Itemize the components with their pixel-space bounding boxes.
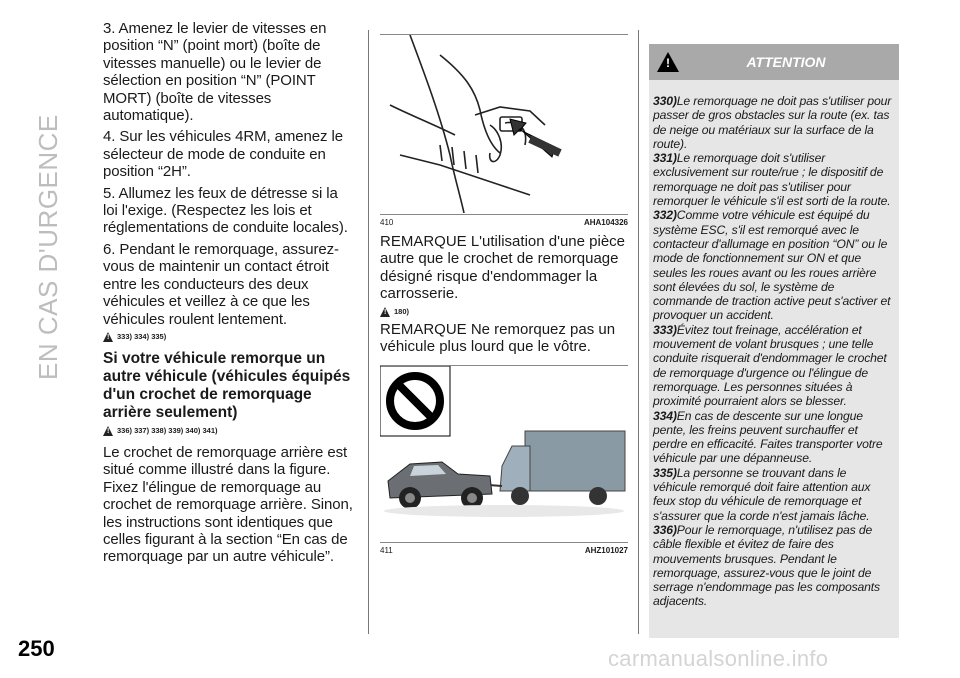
figure-caption <box>380 543 628 557</box>
attention-item <box>653 151 893 208</box>
attention-box <box>649 44 899 638</box>
remarque-text: REMARQUE Ne remorquez pas un véhicule plus lourd que le vôtre. <box>380 320 616 356</box>
attention-body <box>649 80 899 638</box>
column-left <box>103 20 355 570</box>
attention-item <box>653 523 893 609</box>
item-number: 334) <box>653 408 677 423</box>
warning-icon: ! <box>103 426 113 436</box>
attention-item <box>653 94 893 151</box>
item-text: Comme votre véhicule est équipé du système ESC, s'il est remorqué avec le contacteur d'allumage en position “ON” ou le mode de fonctionnement sur ON et que seules les roues avant ou les roues arrière sont élevées du sol, le système de commande de traction active peut s'activer et provoquer un accident. <box>653 208 891 323</box>
section-heading: Si votre véhicule remorque un autre véhicule (véhicules équipés d'un crochet de remorquage arrière seulement) <box>103 349 351 421</box>
tow-hook-illustration <box>380 35 628 213</box>
warning-ref-numbers: 333) 334) 335) <box>117 332 167 342</box>
item-text: Le remorquage ne doit pas s'utiliser pour passer de gros obstacles sur la route (ex. tas de neige ou matériaux sur la surface de la route). <box>653 94 892 151</box>
step-4-text: 4. Sur les véhicules 4RM, amenez le sélecteur de mode de conduite en position “2H”. <box>103 128 343 181</box>
attention-item <box>653 409 893 466</box>
attention-item <box>653 323 893 409</box>
warning-ref-numbers: 336) 337) 338) 339) 340) 341) <box>117 426 218 436</box>
warning-reference <box>103 426 355 436</box>
attention-header <box>649 44 899 80</box>
remarque-text: REMARQUE L'utilisation d'une pièce autre que le crochet de remorquage désigné risque d'endommager la carrosserie. <box>380 233 626 303</box>
item-text: Évitez tout freinage, accélération et mouvement de volant brusques ; une telle conduite risquerait d'endommager le crochet de remorquage d'urgence ou l'élingue de remorquage. Les personnes situées à proximité pourraient alors se blesser. <box>653 322 887 409</box>
towing-prohibited-illustration <box>380 366 628 541</box>
step-3-text: 3. Amenez le levier de vitesses en position “N” (point mort) (boîte de vitesses manuelle) ou le levier de sélection en position “N” (POINT MORT) (boîte de vitesses automatique). <box>103 20 327 125</box>
column-middle <box>380 34 628 557</box>
item-text: Le remorquage doit s'utiliser exclusivement sur route/rue ; le dispositif de remorquage ne doit pas s'utiliser pour remorquer le véhicule s'il est sorti de la route. <box>653 151 891 209</box>
warning-ref-numbers: 180) <box>394 307 410 317</box>
attention-item <box>653 208 893 322</box>
figure-code: AHZ101027 <box>584 545 628 555</box>
warning-reference <box>380 307 628 317</box>
figure-tow-hook <box>380 34 628 229</box>
item-number: 336) <box>653 522 677 537</box>
watermark: carmanualsonline.info <box>608 646 829 671</box>
item-text: En cas de descente sur une longue pente, les freins peuvent surchauffer et perdre en efficacité. Faites transporter votre véhicule par une dépanneuse. <box>653 408 883 466</box>
item-number: 335) <box>653 465 677 480</box>
column-divider <box>638 30 639 634</box>
warning-icon: ! <box>380 307 390 317</box>
warning-icon: ! <box>657 52 679 72</box>
figure-number: 411 <box>380 545 393 555</box>
figure-code: AHA104326 <box>583 217 628 227</box>
warning-icon: ! <box>103 332 113 342</box>
column-divider <box>368 30 369 634</box>
item-number: 330) <box>653 94 677 108</box>
item-text: La personne se trouvant dans le véhicule remorqué doit faire attention aux feux stop du véhicule de remorquage et s'assurer que la corde n'est jamais lâche. <box>653 465 871 523</box>
body-text: Le crochet de remorquage arrière est situé comme illustré dans la figure. Fixez l'élingue de remorquage au crochet de remorquage arrière. Sinon, les instructions sont identiques que celles figurant à la section “En cas de remorquage par un autre véhicule”. <box>103 443 353 566</box>
item-text: Pour le remorquage, n'utilisez pas de câble flexible et évitez de faire des mouvements brusques. Pendant le remorquage, assurez-vous que le joint de serrage n'endommage pas les composants adjacents. <box>653 522 880 609</box>
step-6-text: 6. Pendant le remorquage, assurez-vous de maintenir un contact étroit entre les conducteurs des deux véhicules et veillez à ce que les véhicules roulent lentement. <box>103 240 339 328</box>
item-number: 333) <box>653 322 677 337</box>
figure-caption <box>380 215 628 229</box>
figure-number: 410 <box>380 217 394 227</box>
item-number: 332) <box>653 208 677 223</box>
item-number: 331) <box>653 151 677 166</box>
step-5-text: 5. Allumez les feux de détresse si la loi l'exige. (Respectez les lois et réglementations de conduite locales). <box>103 184 348 237</box>
attention-title: ATTENTION <box>746 54 826 70</box>
attention-item <box>653 466 893 523</box>
figure-towing-prohibited <box>380 365 628 557</box>
warning-reference <box>103 332 355 342</box>
page-number: 250 <box>18 636 55 661</box>
section-title: EN CAS D'URGENCE <box>33 114 63 380</box>
